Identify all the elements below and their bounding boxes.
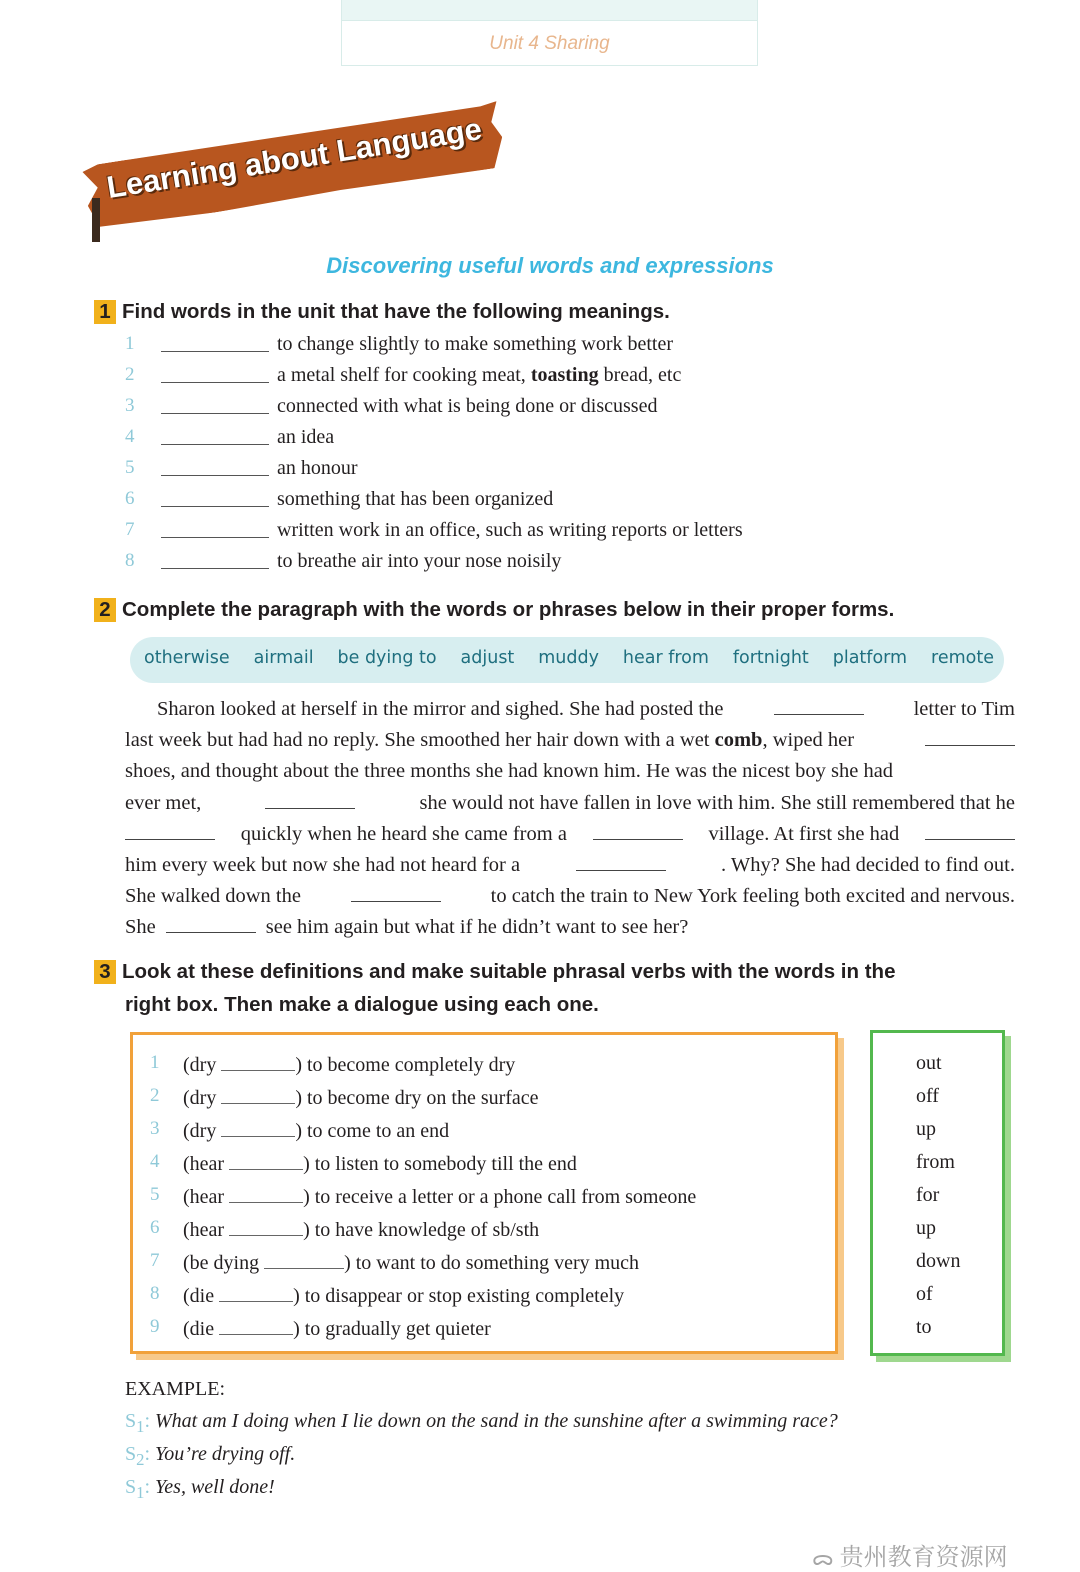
ex1-heading-text: Find words in the unit that have the following meanings. (122, 300, 670, 323)
answer-blank[interactable] (221, 1085, 295, 1104)
paragraph-line (125, 756, 1015, 787)
item-number: 2 (125, 364, 135, 385)
particle-word: down (916, 1250, 961, 1272)
item-number: 3 (150, 1118, 160, 1139)
item-number: 4 (125, 426, 135, 447)
answer-blank[interactable] (774, 694, 864, 715)
paragraph-text: see him again but what if he didn’t want to see her? (265, 916, 689, 939)
ex3-heading-line2: right box. Then make a dialogue using each one. (125, 993, 599, 1016)
item-definition: written work in an office, such as writing reports or letters (277, 519, 743, 541)
paragraph-text: . Why? She had decided to find out. (721, 853, 1015, 876)
unit-header (341, 0, 758, 66)
paragraph-text: Sharon looked at herself in the mirror and sighed. She had posted the (157, 698, 724, 720)
paragraph-text: village. At first she had (708, 822, 900, 845)
speaker-label: $S_1$: (125, 1410, 151, 1436)
item-number: 6 (150, 1217, 160, 1238)
paragraph-text: She (125, 916, 156, 939)
item-number: 3 (125, 395, 135, 416)
watermark-text: 贵州教育资源网 (839, 1543, 1008, 1571)
particle-word: out (916, 1052, 942, 1074)
paragraph-line (125, 850, 1015, 881)
particle-word: of (916, 1283, 933, 1305)
ex3-heading (94, 960, 895, 984)
dialogue-text: You’re drying off. (155, 1443, 296, 1465)
particle-word: up (916, 1217, 936, 1239)
header-divider (342, 20, 757, 21)
item-definition (277, 364, 681, 387)
word-bank-item: otherwise (144, 648, 230, 668)
item-number: 5 (150, 1184, 160, 1205)
watermark (812, 1537, 1008, 1572)
word-bank (130, 637, 1004, 683)
word-bank-item: remote (931, 648, 994, 668)
item-number: 5 (125, 457, 135, 478)
definition-part: a metal shelf for cooking meat, (277, 364, 531, 386)
unit-label: Unit 4 Sharing (489, 33, 610, 54)
paragraph-text: ever met, (125, 791, 202, 814)
item-definition: ) to come to an end (295, 1120, 450, 1142)
verb: (hear (183, 1186, 225, 1208)
paragraph-text: letter to Tim (913, 698, 1015, 720)
answer-blank[interactable] (351, 881, 441, 902)
verb: (dry (183, 1054, 217, 1076)
dialogue-text: Yes, well done! (155, 1476, 275, 1498)
word-bank-item: hear from (622, 648, 709, 668)
definition-part: bread, etc (598, 364, 682, 386)
verb: (die (183, 1285, 215, 1307)
answer-blank[interactable] (161, 382, 269, 383)
item-definition: something that has been organized (277, 488, 554, 510)
answer-blank[interactable] (161, 537, 269, 538)
ex2-number: 2 (94, 598, 116, 622)
word-bank-item: adjust (460, 648, 515, 668)
speaker-label: $S_2$: (125, 1443, 151, 1469)
answer-blank[interactable] (125, 819, 215, 840)
answer-blank[interactable] (265, 788, 355, 809)
verb: (hear (183, 1219, 225, 1241)
speaker-label: $S_1$: (125, 1476, 151, 1502)
answer-blank[interactable] (161, 413, 269, 414)
answer-blank[interactable] (166, 912, 256, 933)
verb: (dry (183, 1120, 217, 1142)
item-definition: an idea (277, 426, 335, 448)
answer-blank[interactable] (229, 1151, 303, 1170)
item-number: 8 (125, 550, 135, 571)
verb: (dry (183, 1087, 217, 1109)
example-label: EXAMPLE: (125, 1378, 225, 1400)
item-number: 7 (150, 1250, 160, 1271)
paragraph-line (125, 725, 1015, 756)
dialogue-line (125, 1476, 275, 1503)
ex3-number: 3 (94, 960, 116, 984)
answer-blank[interactable] (161, 568, 269, 569)
word-bank-item: platform (832, 648, 908, 668)
ex2-heading-text: Complete the paragraph with the words or phrases below in their proper forms. (122, 598, 895, 621)
answer-blank[interactable] (229, 1184, 303, 1203)
answer-blank[interactable] (593, 819, 683, 840)
item-definition: an honour (277, 457, 358, 479)
particle-word: for (916, 1184, 940, 1206)
item-number: 1 (125, 333, 135, 354)
answer-blank[interactable] (219, 1316, 293, 1335)
item-definition: ) to disappear or stop existing completely (293, 1285, 625, 1307)
paragraph-line (125, 788, 1015, 819)
item-number: 2 (150, 1085, 160, 1106)
item-definition: ) to have knowledge of sb/sth (303, 1219, 540, 1241)
word-bank-item: be dying to (337, 648, 437, 668)
particle-word: off (916, 1085, 939, 1107)
item-definition: to change slightly to make something work better (277, 333, 674, 355)
paragraph-text: him every week but now she had not heard for a (125, 853, 521, 876)
banner-stripe (92, 198, 100, 242)
particle-word: from (916, 1151, 955, 1173)
verb: (hear (183, 1153, 225, 1175)
item-number: 4 (150, 1151, 160, 1172)
answer-blank[interactable] (161, 506, 269, 507)
item-definition: ) to want to do something very much (344, 1252, 640, 1274)
word-bank-item: fortnight (732, 648, 809, 668)
wechat-icon: ᯅ (812, 1546, 834, 1570)
answer-blank[interactable] (576, 850, 666, 871)
paragraph-text: She walked down the (125, 885, 301, 908)
paragraph-line (125, 881, 1015, 912)
word-bank-item: airmail (253, 648, 314, 668)
particle-word: to (916, 1316, 932, 1338)
ex1-number: 1 (94, 300, 116, 324)
page-subtitle: Discovering useful words and expressions (326, 253, 774, 278)
item-definition: ) to become dry on the surface (295, 1087, 539, 1109)
ex3-heading-text: Look at these definitions and make suitable phrasal verbs with the words in the (122, 960, 896, 983)
bold-word: comb (714, 729, 763, 752)
answer-blank[interactable] (161, 444, 269, 445)
answer-blank[interactable] (161, 475, 269, 476)
definition-bold-word: toasting (530, 364, 599, 386)
item-definition: connected with what is being done or discussed (277, 395, 658, 417)
verb: (die (183, 1318, 215, 1340)
paragraph-text: last week but had had no reply. She smoothed her hair down with a wet comb, wiped her (125, 729, 855, 752)
ex1-heading (94, 300, 670, 324)
item-definition: to breathe air into your nose noisily (277, 550, 562, 572)
paragraph-line (125, 694, 1015, 725)
word-bank-item: muddy (538, 648, 599, 668)
ex2-heading (94, 598, 894, 622)
answer-blank[interactable] (221, 1118, 295, 1137)
dialogue-text: What am I doing when I lie down on the sand in the sunshine after a swimming race? (155, 1410, 838, 1432)
item-definition: ) to gradually get quieter (293, 1318, 491, 1340)
particle-word: up (916, 1118, 936, 1140)
item-number: 1 (150, 1052, 160, 1073)
verb: (be dying (183, 1252, 260, 1274)
item-number: 7 (125, 519, 135, 540)
answer-blank[interactable] (161, 351, 269, 352)
paragraph-text: to catch the train to New York feeling both excited and nervous. (490, 885, 1015, 908)
paragraph-line (125, 819, 1015, 850)
answer-blank[interactable] (264, 1250, 344, 1269)
item-definition: ) to listen to somebody till the end (303, 1153, 577, 1175)
paragraph-text: quickly when he heard she came from a (240, 822, 567, 845)
cloze-paragraph (125, 694, 1015, 944)
answer-blank[interactable] (229, 1217, 303, 1236)
paragraph-text: she would not have fallen in love with him. She still remembered that he (419, 791, 1015, 814)
item-number: 8 (150, 1283, 160, 1304)
answer-blank[interactable] (219, 1283, 293, 1302)
item-number: 9 (150, 1316, 160, 1337)
answer-blank[interactable] (925, 819, 1015, 840)
dialogue-line (125, 1410, 838, 1437)
dialogue-line (125, 1443, 295, 1470)
item-definition: ) to receive a letter or a phone call from someone (303, 1186, 697, 1208)
paragraph-text: shoes, and thought about the three months she had known him. He was the nicest boy she had (125, 760, 894, 783)
item-number: 6 (125, 488, 135, 509)
banner-title: Learning about Language (104, 111, 485, 206)
answer-blank[interactable] (221, 1052, 295, 1071)
paragraph-line (125, 912, 1015, 943)
answer-blank[interactable] (925, 725, 1015, 746)
item-definition: ) to become completely dry (295, 1054, 516, 1076)
